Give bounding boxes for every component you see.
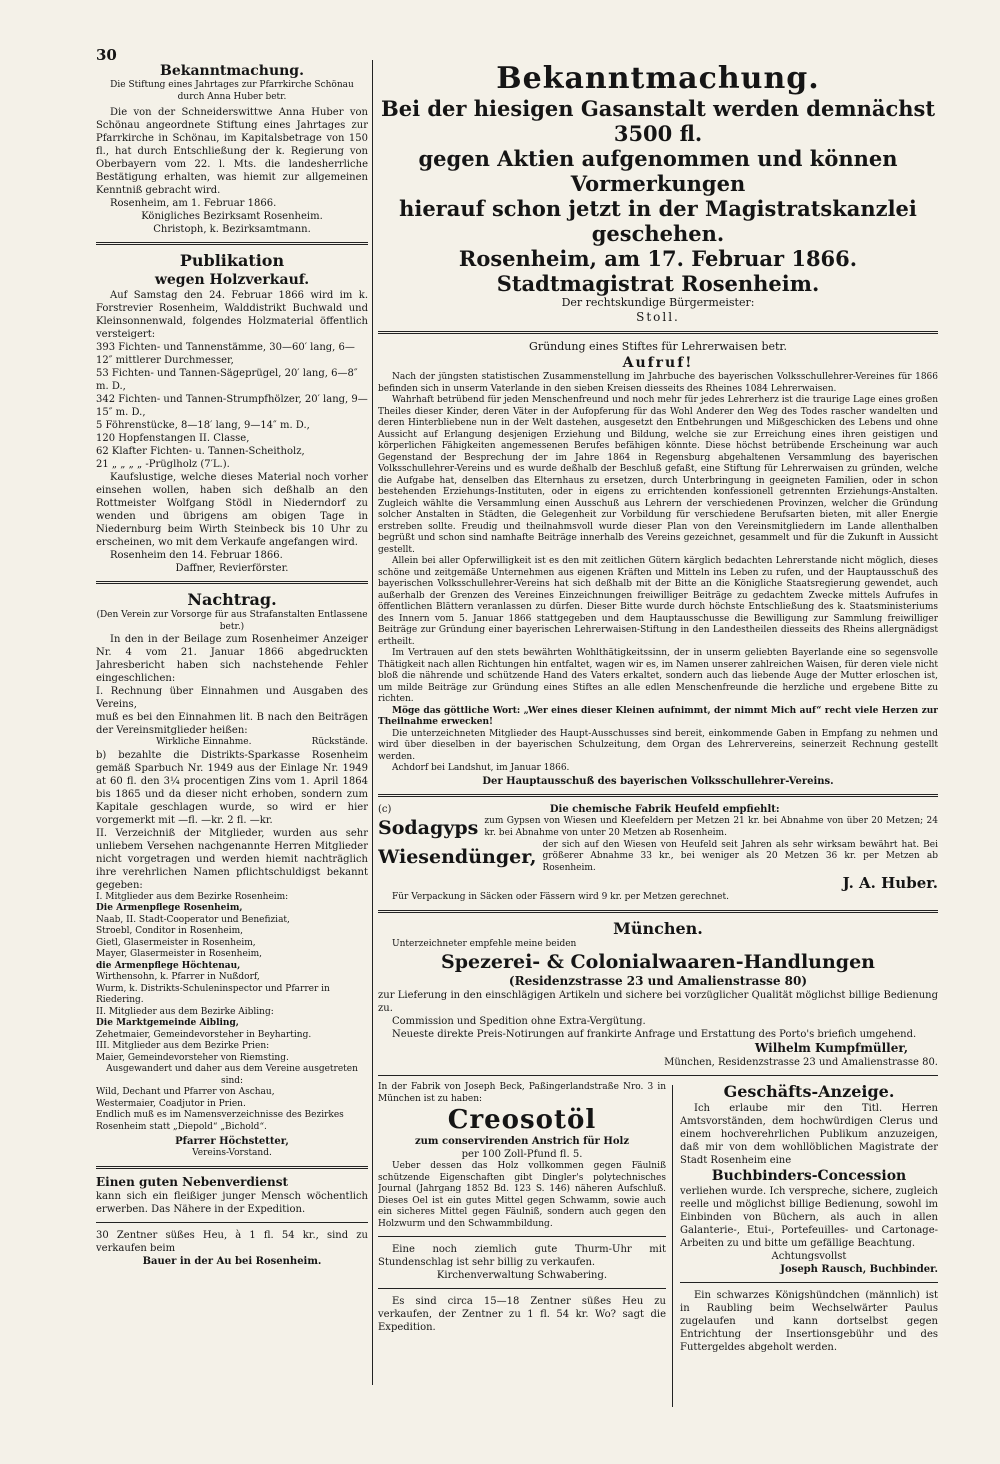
ad-body: zur Lieferung in den einschlägigen Artikeln und sichere bei vorzüglicher Qualität möglichst billige Bedienung zu.	[378, 990, 938, 1014]
ad-city: München.	[613, 918, 703, 938]
list-item: Die Armenpflege Rosenheim,	[96, 903, 243, 913]
notice-subtitle: (Den Verein zur Vorsorge für aus Strafanstalten Entlassene betr.)	[96, 610, 368, 632]
list-item: 342 Fichten- und Tannen-Strumpfhölzer, 20′ lang, 9—15″ m. D.,	[96, 394, 368, 418]
divider	[378, 1288, 666, 1289]
notice-line: hierauf schon jetzt in der Magistratskanzlei geschehen.	[399, 196, 917, 246]
ad-title: Einen guten Nebenverdienst	[96, 1174, 289, 1189]
list-item: Gietl, Glasermeister in Rosenheim,	[96, 937, 256, 948]
list-item: 53 Fichten- und Tannen-Sägeprügel, 20′ lang, 6—8″ m. D.,	[96, 368, 358, 392]
notice-office: Stadtmagistrat Rosenheim.	[496, 271, 820, 296]
notice-line: gegen Aktien aufgenommen und können Vormerkungen	[418, 146, 898, 196]
ad-body: Eine noch ziemlich gute Thurm-Uhr mit Stundenschlag ist sehr billig zu verkaufen.	[378, 1244, 666, 1268]
list-item: Mayer, Glasermeister in Rosenheim,	[96, 949, 263, 959]
notice-subtitle: Gründung eines Stiftes für Lehrerwaisen betr.	[529, 340, 787, 353]
list-item: die Armenpflege Höchtenau,	[96, 960, 241, 971]
ad-nebenverdienst	[96, 1175, 368, 1216]
ad-concession: Buchbinders-Concession	[711, 1168, 907, 1184]
list-item: 21 „ „ „ „ -Prüglholz (7′L.).	[96, 459, 230, 470]
ad-heufeld	[378, 803, 938, 904]
ad-hund	[680, 1289, 938, 1354]
section-heading2: II. Verzeichniß der Mitglieder, wurden aus sehr unliebem Versehen nachgenannte Herren Mitglieder nicht vorgetragen und werden hiemit nachträglich ihre verehrlichen Namen pflichtschuldigst bekannt gegeben:	[96, 827, 368, 891]
notice-date: Rosenheim, am 17. Februar 1866.	[458, 246, 858, 271]
paragraph: Allein bei aller Opferwilligkeit ist es den mit zeitlichen Gütern kärglich bedachten Lehrerstande nicht möglich, dieses schöne und zeitgemäße Unternehmen aus eigenen Kräften und Mitteln ins Leben zu rufen, und der Hauptausschuß des bayerischen Volksschullehrer-Vereins hat sich deßhalb mit der Bitte an die Königliche Staatsregierung gewendet, auch außerhalb der Grenzen des Vereines Einzeichnungen freiwilliger Beiträge zu gedachtem Zwecke mittels Aufrufes in öffentlichen Blättern veranlassen zu dürfen. Dieser Bitte wurde durch höchste Entschließung des k. Staatsministeriums des Innern vom 5. Januar 1866 stattgegeben und dem Hauptausschusse die Bewilligung zur Sammlung freiwilliger Beiträge zur Gründung einer bayerischen Lehrerwaisen-Stiftung in den Landestheilen diesseits des Rheins allergnädigst ertheilt.	[378, 556, 938, 647]
notice-signature-role: Vereins-Vorstand.	[192, 1148, 272, 1158]
notice-title: Publikation	[179, 251, 285, 270]
ad-mark: (c)	[378, 803, 392, 815]
header-income: Wirkliche Einnahme.	[156, 737, 252, 747]
ad-title: Creosotöl	[447, 1105, 597, 1135]
list-item: Stroebl, Conditor in Rosenheim,	[96, 926, 243, 936]
ad-body: Ich erlaube mir den Titl. Herren Amtsvorständen, dem hochwürdigen Clerus und einem hochverehrlichen Publikum anzuzeigen, daß mir von dem wohllöblichen Magistrate der Stadt Rosenheim eine	[680, 1103, 938, 1166]
list-item: Die Marktgemeinde Aibling,	[96, 1018, 239, 1028]
ad-signature: J. A. Huber.	[842, 874, 938, 892]
divider	[378, 1075, 938, 1076]
notice-place: Achdorf bei Landshut, im Januar 1866.	[392, 763, 570, 773]
product-text: der sich auf den Wiesen von Heufeld seit Jahren als sehr wirksam bewährt hat. Bei größerer Abnahme 33 kr., bei weniger als 20 Metzen 36 kr. per Metzen ab Rosenheim.	[542, 839, 938, 873]
ad-note: Für Verpackung in Säcken oder Fässern wird 9 kr. per Metzen gerechnet.	[392, 892, 729, 902]
list-item: III. Mitglieder aus dem Bezirke Prien:	[96, 1041, 270, 1051]
notice-body: Auf Samstag den 24. Februar 1866 wird im k. Forstrevier Rosenheim, Walddistrikt Buchwald und Kleinsonnenwald, folgendes Holzmaterial öffentlich versteigert:	[96, 290, 368, 340]
notice-body: In den in der Beilage zum Rosenheimer Anzeiger Nr. 4 vom 21. Januar 1866 abgedruckten Jahresbericht haben sich nachstehende Fehler eingeschlichen:	[96, 634, 368, 684]
notice-gasanstalt	[378, 62, 938, 325]
notice-signature: Pfarrer Höchstetter,	[175, 1136, 289, 1147]
ad-address: (Residenzstrasse 23 und Amalienstrasse 80)	[508, 974, 808, 988]
lower-right-block	[680, 1082, 938, 1354]
notice-subtitle: Die Stiftung eines Jahrtages zur Pfarrkirche Schönau durch Anna Huber betr.	[110, 80, 354, 102]
ad-intro: In der Fabrik von Joseph Beck, Paßingerlandstraße Nro. 3 in München ist zu haben:	[378, 1082, 666, 1104]
divider	[96, 581, 368, 584]
notice-title: Nachtrag.	[187, 590, 277, 609]
divider	[96, 242, 368, 245]
section-text: muß es bei den Einnahmen lit. B nach den Beiträgen der Vereinsmitglieder heißen:	[96, 712, 368, 736]
ad-body: 30 Zentner süßes Heu, à 1 fl. 54 kr., sind zu verkaufen beim	[96, 1229, 368, 1254]
ad-subtitle: zum conservirenden Anstrich für Holz	[414, 1136, 630, 1147]
ad-signature: Wilhelm Kumpfmüller,	[754, 1041, 908, 1055]
notice-aufruf	[378, 340, 938, 788]
ad-title: Spezerei- & Colonialwaaren-Handlungen	[441, 951, 875, 973]
page-number: 30	[96, 46, 117, 64]
left-column	[96, 62, 368, 1268]
notice-office: Königliches Bezirksamt Rosenheim.	[141, 211, 323, 222]
ad-body: Es sind circa 15—18 Zentner süßes Heu zu verkaufen, der Zentner zu 1 fl. 54 kr. Wo? sagt die Expedition.	[378, 1296, 666, 1333]
list-item: Naab, II. Stadt-Cooperator und Benefiziat,	[96, 914, 290, 925]
list-item: Ausgewandert und daher aus dem Vereine ausgetreten sind:	[106, 1064, 358, 1086]
section-heading: I. Rechnung über Einnahmen und Ausgaben des Vereins,	[96, 686, 368, 710]
notice-holzverkauf	[96, 251, 368, 575]
list-item: 393 Fichten- und Tannenstämme, 30—60′ lang, 6—12″ mittlerer Durchmesser,	[96, 342, 355, 366]
ad-price: per 100 Zoll-Pfund fl. 5.	[461, 1149, 583, 1160]
notice-role: Der rechtskundige Bürgermeister:	[561, 296, 755, 309]
notice-title: Aufruf!	[622, 355, 694, 371]
divider	[378, 331, 938, 334]
notice-date: Rosenheim den 14. Februar 1866.	[110, 550, 283, 561]
notice-date: Rosenheim, am 1. Februar 1866.	[110, 198, 277, 209]
product-name: Wiesendünger,	[378, 845, 537, 868]
list-item: 120 Hopfenstangen II. Classe,	[96, 433, 250, 444]
ad-body: kann sich ein fleißiger junger Mensch wöchentlich erwerben. Das Nähere in der Expedition.	[96, 1190, 368, 1215]
list-item: Wirthensohn, k. Pfarrer in Nußdorf,	[96, 972, 260, 982]
list-item: I. Mitglieder aus dem Bezirke Rosenheim:	[96, 891, 289, 902]
paragraph: Wahrhaft betrübend für jeden Menschenfreund und noch mehr für jedes Lehrerherz ist die traurige Lage eines großen Theiles dieser Kinder, deren Väter in der Aufopferung für das Wohl Anderer den Weg des Todes rascher wandelten und deren Hinterbliebene nun in der Welt dastehen, ausgesetzt den Entbehrungen und Mißgeschicken des Lebens und ohne Aussicht auf Erlangung desjenigen Erziehung und Bildung, welche sie zur Erreichung eines ihren geistigen und körperlichen Fähigkeiten angemessenen Berufes befähigen könnte. Diese höchst betrübende Erscheinung war auch Gegenstand der Besprechung der im Jahre 1864 in Regensburg abgehaltenen Versammlung des bayerischen Volksschullehrer-Vereins und es wurde deßhalb der Beschluß gefaßt, eine Stiftung für Lehrerwaisen zu gründen, welche die Aufgabe hat, denselben das Elternhaus zu ersetzen, durch Unterbringung in geeigneten Familien, oder in schon bestehenden Erziehungs-Instituten, oder in eigens zu errichtenden konfessionell getrennten Erziehungs-Anstalten. Zugleich wählte die Versammlung einen Ausschuß aus Lehrern der verschiedenen Provinzen, welcher die Gründung solcher Anstalten in Städten, die Gelegenheit zur Vorbildung für verschiedene Berufsarten bieten, mit aller Energie erstreben sollte. Freudig und theilnahmsvoll wurde dieser Plan von den Vereinsmitgliedern im Lande allenthalben begrüßt und schon sind namhafte Beiträge innerhalb des Vereins gezeichnet, gesammelt und für die Zukunft in Aussicht gestellt.	[378, 395, 938, 555]
notice-body: Die von der Schneiderswittwe Anna Huber von Schönau angeordnete Stiftung eines Jahrtages zur Pfarrkirche in Schönau, im Kapitalsbetrage von 150 fl., hat durch Entschließung der k. Regierung von Oberbayern vom 22. l. Mts. die landesherrliche Bestätigung erhalten, was hiemit zur allgemeinen Kenntniß gebracht wird.	[96, 107, 368, 196]
notice-title2: wegen Holzverkauf.	[154, 272, 310, 288]
list-item: II. Mitglieder aus dem Bezirke Aibling:	[96, 1006, 274, 1017]
product-text: zum Gypsen von Wiesen und Kleefeldern per Metzen 21 kr. bei Abnahme von über 20 Metzen; 24 kr. bei Abnahme von unter 20 Metzen ab Rosenheim.	[484, 816, 938, 838]
list-item: 62 Klafter Fichten- u. Tannen-Scheitholz,	[96, 446, 305, 457]
notice-signature: Daffner, Revierförster.	[175, 563, 289, 574]
ad-heu	[96, 1229, 368, 1268]
notice-title: Bekanntmachung.	[160, 63, 304, 79]
paragraph: Die unterzeichneten Mitglieder des Haupt-Ausschusses sind bereit, einkommende Gaben in Empfang zu nehmen und wird über dieselben in der bayerischen Schulzeitung, dem Organ des Lehrervereins, seinerzeit Rechnung gestellt werden.	[378, 728, 938, 762]
list-item: Wild, Dechant und Pfarrer von Aschau,	[96, 1087, 275, 1097]
column-divider	[372, 60, 373, 1385]
list-item: Endlich muß es im Namensverzeichnisse des Bezirkes Rosenheim statt „Diepold“ „Bichold“.	[96, 1110, 344, 1132]
lower-left-block	[378, 1082, 666, 1334]
ad-signature: Joseph Rausch, Buchbinder.	[780, 1264, 938, 1275]
notice-line: Bei der hiesigen Gasanstalt werden demnächst 3500 fl.	[380, 96, 936, 146]
ad-body2: verliehen wurde. Ich verspreche, sichere, zugleich reelle und möglichst billige Bedienung, sowohl im Einbinden von Büchern, als auch in allen Galanterie-, Etui-, Portefeuilles- und Cartonage-Arbeiten zu und bitte um gefällige Beachtung.	[680, 1186, 938, 1249]
notice-nachtrag	[96, 590, 368, 1160]
ad-body3: Neueste direkte Preis-Notirungen auf frankirte Anfrage und Erstattung des Porto's briefich umgehend.	[392, 1029, 917, 1040]
list-item: Wurm, k. Distrikts-Schuleninspector und Pfarrer in Riedering.	[96, 983, 330, 1005]
ad-signature: Kirchenverwaltung Schwabering.	[436, 1270, 608, 1281]
product-name: Sodagyps	[378, 816, 479, 839]
divider	[378, 794, 938, 797]
wood-list	[96, 341, 368, 471]
list-item: Maier, Gemeindevorsteher von Riemsting.	[96, 1052, 289, 1063]
divider	[96, 1222, 368, 1223]
ad-closing: Achtungsvollst	[771, 1251, 847, 1262]
paragraph: Im Vertrauen auf den stets bewährten Wohlthätigkeitssinn, der in unserm geliebten Bayerlande eine so segensvolle Thätigkeit nach allen Richtungen hin entfaltet, wagen wir es, im Namen unserer zahlreichen Waisen, für deren viele nicht bloß die nährende und schützende Hand des Vaters erkaltet, sondern auch das liebende Auge der Mutter erloschen ist, um milde Beiträge zur Gründung eines Stiftes an alle edlen Menschenfreunde die herzliche und ergebene Bitte zu richten.	[378, 648, 938, 704]
header-arrears: Rückstände.	[311, 737, 368, 747]
ad-heu2	[378, 1295, 666, 1334]
ad-buchbinder	[680, 1082, 938, 1276]
ad-kumpfmueller	[378, 919, 938, 1070]
member-list	[96, 892, 368, 1134]
paragraph: Möge das göttliche Wort: „Wer eines dieser Kleinen aufnimmt, der nimmt Mich auf“ recht viele Herzen zur Theilnahme erwecken!	[378, 705, 938, 727]
ad-creosotoel	[378, 1082, 666, 1230]
right-column	[378, 62, 938, 1404]
ad-title: Geschäfts-Anzeige.	[723, 1082, 895, 1101]
ad-body: Ein schwarzes Königshündchen (männlich) ist in Raubling beim Wechselwärter Paulus zugelaufen und kann dortselbst gegen Entrichtung der Insertionsgebühr und des Futtergeldes abgeholt werden.	[680, 1290, 938, 1353]
paragraph: Nach der jüngsten statistischen Zusammenstellung im Jahrbuche des bayerischen Volksschullehrer-Vereines für 1866 befinden sich in unserm Vaterlande in den sieben Kreisen diesseits des Rheines 1084 Lehrerwaisen.	[378, 372, 938, 394]
notice-body2: Kaufslustige, welche dieses Material noch vorher einsehen wollen, haben sich deßhalb an den Rottmeister Wolfgang Stödl in Niederndorf zu wenden und übrigens am obigen Tage in Niedernburg beim Wirth Steinbeck bis 10 Uhr zu erscheinen, wo mit dem Verkaufe angefangen wird.	[96, 472, 368, 548]
ad-intro: Die chemische Fabrik Heufeld empfiehlt:	[549, 803, 780, 815]
list-item: Zehetmaier, Gemeindevorsteher in Beyharting.	[96, 1029, 312, 1040]
divider	[378, 910, 938, 913]
ad-thurmuhr	[378, 1243, 666, 1282]
divider	[680, 1282, 938, 1283]
divider	[96, 1166, 368, 1169]
notice-signature: Christoph, k. Bezirksamtmann.	[153, 224, 311, 235]
ad-body: Ueber dessen das Holz vollkommen gegen Fäulniß schützende Eigenschaften gibt Dingler's polytechnisches Journal (Jahrgang 1852 Bd. 123 S. 146) näheren Aufschluß. Dieses Oel ist ein gutes Mittel gegen Schwamm, sowie auch ein sicheres Mittel gegen Fäulniß, sondern auch gegen den Holzwurm und den Schwammbildung.	[378, 1161, 666, 1229]
notice-signature: Der Hauptausschuß des bayerischen Volksschullehrer-Vereins.	[482, 775, 834, 787]
section-item-b: b) bezahlte die Distrikts-Sparkasse Rosenheim gemäß Sparbuch Nr. 1949 aus der Einlage Nr. 1949 at 60 fl. den 3¼ procentigen Zins vom 1. April 1864 bis 1865 und da dieser nicht erhoben, sondern zum Kapitale geschlagen wurde, so wird er hier vorgemerkt mit —fl. —kr. 2 fl. —kr.	[96, 749, 368, 826]
ad-signature2: München, Residenzstrasse 23 und Amalienstrasse 80.	[664, 1057, 938, 1068]
list-item: Westermaier, Coadjutor in Prien.	[96, 1098, 246, 1109]
list-item: 5 Föhrenstücke, 8—18′ lang, 9—14″ m. D.,	[96, 420, 310, 431]
notice-signature: Stoll.	[636, 310, 680, 324]
notice-jahrtag	[96, 62, 368, 236]
notice-title: Bekanntmachung.	[496, 62, 820, 96]
ad-intro: Unterzeichneter empfehle meine beiden	[392, 938, 577, 949]
divider	[378, 1236, 666, 1237]
ad-body2: Commission und Spedition ohne Extra-Vergütung.	[392, 1016, 646, 1027]
amount-headers	[96, 737, 368, 749]
ad-signature: Bauer in der Au bei Rosenheim.	[142, 1255, 322, 1267]
